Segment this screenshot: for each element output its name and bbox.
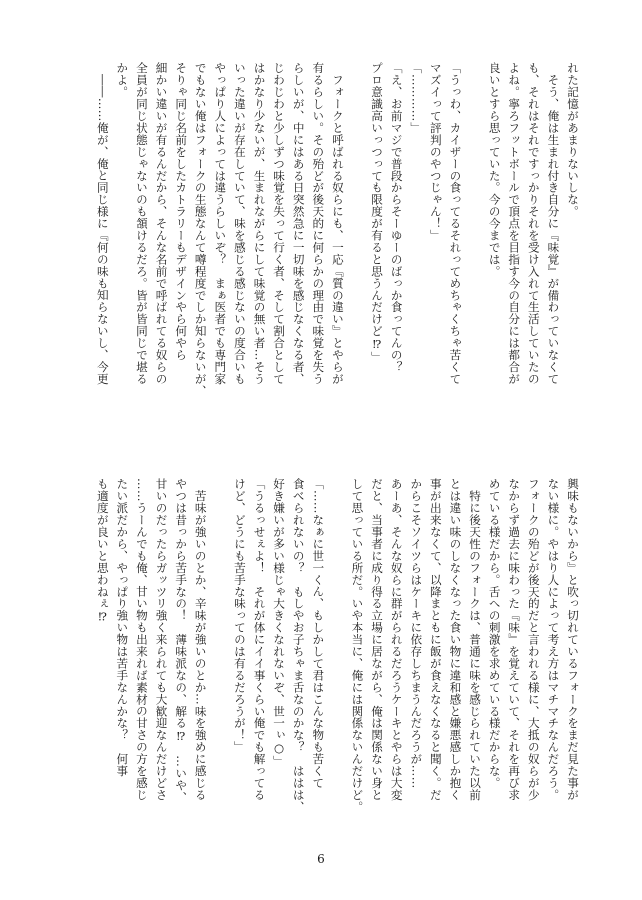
text-line: からこそソイツらはケーキに依存しちまうんだろうが…… <box>409 478 424 789</box>
text-line: らしいが、中にはある日突然急に一切味を感じなくなる者、 <box>291 62 306 385</box>
text-line: じわじわと少しずつ味覚を失って行く者、そして割合として <box>272 62 287 385</box>
text-line: そりゃ同じ名前をしたカトラリーもデザインやら何やら <box>174 62 189 361</box>
text-line: 好き嫌いが多い様じゃ大きくなれないぞ、世一ぃ○」 <box>272 478 287 768</box>
text-line: 甘いのだったらガッツリ強く来られても大歓迎なんだけどさ <box>154 478 169 801</box>
bottom-text-block <box>62 478 582 830</box>
text-line: して思っている所だ。いや本当に、俺には関係ないんだけど。 <box>350 478 365 813</box>
text-line: 「…………」 <box>409 62 424 134</box>
text-line: 食べられないの？ もしやお子ちゃま舌なのかな？ ははは、 <box>291 478 306 813</box>
text-line: なからず過去に味わった『味』を覚えていて、それを再び求 <box>507 478 522 801</box>
text-line: 細かい違いが有るんだから、そんな名前で呼ばれてる奴らの <box>154 62 169 385</box>
blank-line <box>464 62 484 482</box>
text-line: 「……なぁに世一くん、もしかして君はこんな物も苦くて <box>311 478 326 789</box>
text-line: けど、どうにも苦手な味ってのは有るだろうが！」 <box>232 478 247 753</box>
text-line: 「え、お前マジで普段からそーゆーのばっか食ってんの？ <box>389 62 404 373</box>
text-line: フォークの殆どが後天的だと言われる様に、大抵の奴らが少 <box>526 478 541 801</box>
text-line: やっぱり人によっては違うらしいぞ？ まぁ医者でも専門家 <box>213 62 228 385</box>
text-line: ……うーんでも俺、甘い物も出来れば素材の甘さの方を感じ <box>134 478 149 801</box>
text-line: プロ意識高いっつっても限度が有ると思うんだけど⁉」 <box>370 62 385 364</box>
text-line: よね。寧ろフットボールで頂点を目指す今の自分には都合が <box>507 62 522 385</box>
text-line: フォークと呼ばれる奴らにも、一応『質の違い』とやらが <box>330 62 345 385</box>
text-line: ない様に。やはり人によって考え方はマチマチなんだろう。 <box>546 478 561 801</box>
text-line: 特に後天性のフォークは、普通に味を感じられていた以前 <box>468 478 483 801</box>
top-text-block <box>62 62 582 482</box>
text-line: も、それはそれですっかりそれを受け入れて生活していたの <box>526 62 541 385</box>
text-line: あーあ、そんな奴らに群がられるだろうケーキとやらは大変 <box>389 478 404 801</box>
text-line: 有るらしい。その殆どが後天的に何らかの理由で味覚を失う <box>311 62 326 385</box>
blank-line <box>327 478 347 830</box>
blank-line <box>347 62 367 482</box>
text-line: いった違いが存在していて、味を感じる感じないの度合いも <box>232 62 247 385</box>
text-line: マズイって評判のやつじゃん！」 <box>428 62 443 242</box>
blank-line <box>210 478 230 830</box>
text-line: たい派だから、やっぱり強い物は苦手なんかな？ 何事 <box>115 478 130 777</box>
text-line: そう、俺は生まれ付き自分に『味覚』が備わっていなくて <box>546 62 561 385</box>
text-line: 全員が同じ状態じゃないのも頷けるだろ。皆が皆同じで堪る <box>134 62 149 385</box>
page-number: 6 <box>317 852 325 866</box>
text-line: だと、当事者に成り得る立場に居ながら、俺は関係ない身と <box>370 478 385 801</box>
text-line: 興味もないから』と吹っ切れているフォークをまだ見た事が <box>566 478 580 801</box>
text-line: 良いとすら思っていた。今の今までは。 <box>487 62 502 278</box>
text-line: も適度が良いと思わねぇ⁉ <box>95 478 110 624</box>
text-line: めている様だから。舌への刺激を求めている様だからな。 <box>487 478 502 789</box>
text-line: れた記憶があまりないしな。 <box>566 62 580 218</box>
text-line: とは違い味のしなくなった食い物に違和感と嫌悪感しか抱く <box>448 478 463 801</box>
text-line: はかなり少ないが、生まれながらにして味覚の無い者…そう <box>252 62 267 385</box>
text-line: 事が出来なくて、以降まともに飯が食えなくなると聞く。だ <box>428 478 443 801</box>
text-line: 「うっわ、カイザーの食ってるそれってめちゃくちゃ苦くて <box>448 62 463 385</box>
text-line: 「うるっせぇよ！ それが体にイイ事くらい俺でも解ってる <box>252 478 267 801</box>
text-line: ――……俺が、俺と同じ様に『何の味も知らないし、今更 <box>95 62 110 385</box>
text-line: やつは昔っから苦手なの！ 薄味派なの、解る⁉ …いや、 <box>174 478 189 804</box>
text-line: かよ。 <box>115 62 130 98</box>
text-line: 苦味が強いのとか、辛味が強いのとか…味を強めに感じる <box>193 478 208 801</box>
text-line: でもない俺はフォークの生態なんて噂程度でしか知らないが、 <box>193 62 208 397</box>
